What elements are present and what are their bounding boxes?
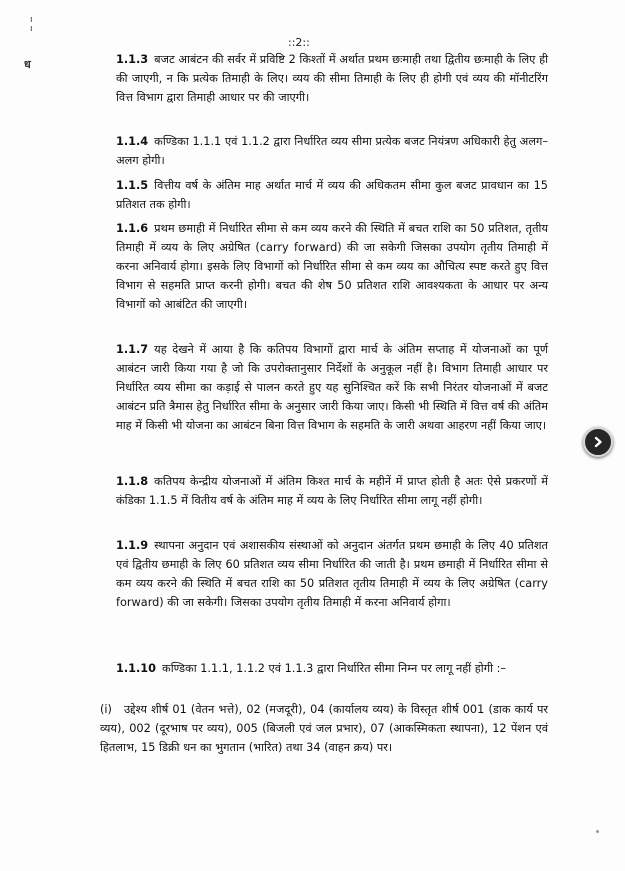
paragraph-text: कतिपय केन्द्रीय योजनाओं में अंतिम किश्त मार्च के महीनें में प्राप्त होती है अतः ऐसे प्रकरणों में कंडिका 1.1.5 में वितीय वर्ष के अंतिम माह में व्यय के लिए निर्धारित सीमा लागू नहीं होगी। — [116, 475, 548, 507]
paragraph-text: कण्डिका 1.1.1 एवं 1.1.2 द्वारा निर्धारित व्यय सीमा प्रत्येक बजट नियंत्रण अधिकारी हेतु अलग–अलग होगी। — [116, 135, 548, 167]
margin-annotation: ध — [24, 58, 31, 71]
paragraph-text: वित्तीय वर्ष के अंतिम माह अर्थात मार्च में व्यय की अधिकतम सीमा कुल बजट प्रावधान का 15 प्रतिशत तक होगी। — [116, 179, 548, 211]
paragraph-1-1-10 — [116, 659, 548, 678]
margin-mark: ı ı — [30, 15, 33, 34]
paragraph-1-1-7 — [116, 340, 548, 435]
paragraph-number: 1.1.8 — [116, 475, 149, 488]
list-item — [100, 700, 548, 757]
paragraph-text: बजट आबंटन की सर्वर में प्रविष्टि 2 किश्तों में अर्थात प्रथम छःमाही तथा द्वितीय छःमाही के लिए ही की जाएगी, न कि प्रत्येक तिमाही के लिए। व्यय की सीमा तिमाही के लिए ही होगी एवं व्यय की मॉनीटरिंग वित्त विभाग द्वारा तिमाही आधार पर की जाएगी। — [116, 53, 548, 104]
paragraph-1-1-9 — [116, 536, 548, 612]
paragraph-number: 1.1.3 — [116, 53, 149, 66]
paragraph-number: 1.1.6 — [116, 222, 149, 235]
paragraph-number: 1.1.9 — [116, 539, 149, 552]
paragraph-text: कण्डिका 1.1.1, 1.1.2 एवं 1.1.3 द्वारा निर्धारित सीमा निम्न पर लागू नहीं होगी :– — [162, 662, 507, 675]
paragraph-number: 1.1.10 — [116, 662, 157, 675]
paragraph-1-1-3 — [116, 50, 548, 107]
scan-speck — [596, 830, 599, 833]
paragraph-number: 1.1.7 — [116, 343, 149, 356]
list-item-text: उद्देश्य शीर्ष 01 (वेतन भत्ते), 02 (मजदूरी), 04 (कार्यालय व्यय) के विस्तृत शीर्ष 001 (डाक कार्य पर व्यय), 002 (दूरभाष पर व्यय), 005 (बिजली एवं जल प्रभार), 07 (आकस्मिकता स्थापना), 12 पेंशन एवं हितलाभ, 15 डिक्री धन का भुगतान (भारित) तथा 34 (वाहन क्रय) पर। — [100, 703, 548, 754]
paragraph-1-1-4 — [116, 132, 548, 170]
paragraph-number: 1.1.4 — [116, 135, 149, 148]
paragraph-text: यह देखने में आया है कि कतिपय विभागों द्वारा मार्च के अंतिम सप्ताह में योजनाओं का पूर्ण आबंटन जारी किया गया है जो कि उपरोक्तानुसार निर्देशों के अनुकूल नहीं है। विभाग तिमाही आधार पर निर्धारित व्यय सीमा का कड़ाई से पालन करते हुए यह सुनिश्चित करें कि सभी निरंतर योजनाओं में बजट आबंटन प्रति त्रैमास हेतु निर्धारित सीमा के अनुसार जारी किया जाए। किसी भी स्थिति में वित्त वर्ष की अंतिम माह में किसी भी योजना का आबंटन बिना वित्त विभाग के सहमति के जारी अथवा आहरण नहीं किया जाए। — [116, 343, 548, 432]
paragraph-number: 1.1.5 — [116, 179, 149, 192]
paragraph-1-1-5 — [116, 176, 548, 214]
paragraph-text: स्थापना अनुदान एवं अशासकीय संस्थाओं को अनुदान अंतर्गत प्रथम छमाही के लिए 40 प्रतिशत एवं द्वितीय छमाही के लिए 60 प्रतिशत व्यय सीमा निर्धारित की जाती है। प्रथम छमाही में निर्धारित सीमा से कम व्यय करने की स्थिति में बचत राशि का 50 प्रतिशत तृतीय तिमाही में व्यय के लिए अग्रेषित (carry forward) की जा सकेगी। जिसका उपयोग तृतीय तिमाही में करना अनिवार्य होगा। — [116, 539, 548, 609]
list-item-marker: (i) — [100, 703, 112, 716]
paragraph-text: प्रथम छमाही में निर्धारित सीमा से कम व्यय करने की स्थिति में बचत राशि का 50 प्रतिशत, तृतीय तिमाही में व्यय के लिए अग्रेषित (carry forward) की जा सकेगी जिसका उपयोग तृतीय तिमाही में करना अनिवार्य होगा। इसके लिए विभागों को निर्धारित सीमा से कम व्यय का औचित्य स्पष्ट करते हुए वित्त विभाग से सहमति प्राप्त करनी होगी। बचत की शेष 50 प्रतिशत राशि आवश्यकता के आधार पर अन्य विभागों को आबंटित की जाएगी। — [116, 222, 548, 311]
paragraph-1-1-8 — [116, 472, 548, 510]
page-number: ::2:: — [288, 36, 310, 49]
next-page-button[interactable] — [583, 427, 613, 457]
paragraph-1-1-6 — [116, 219, 548, 314]
chevron-right-icon — [592, 436, 604, 448]
